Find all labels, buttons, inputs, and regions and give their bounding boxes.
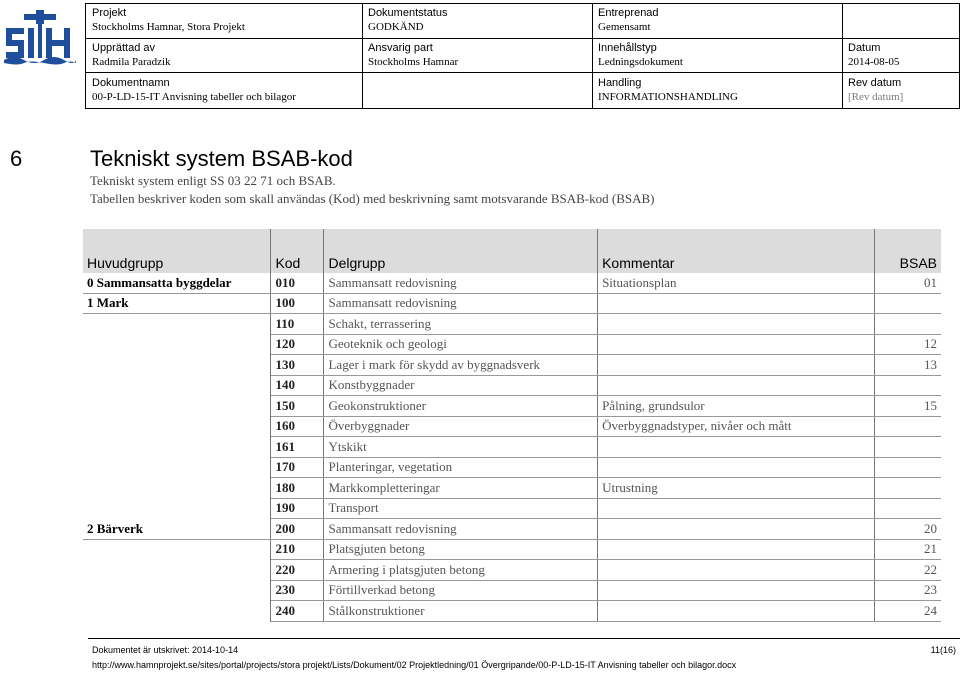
- bsab-cell: [875, 375, 941, 396]
- table-row: [83, 539, 941, 560]
- huvudgrupp-cell: [83, 416, 271, 437]
- innehall-label: Innehållstyp: [598, 42, 657, 54]
- delgrupp-cell: Ytskikt: [324, 437, 598, 458]
- huvudgrupp-cell: 0 Sammansatta byggdelar: [83, 273, 271, 293]
- delgrupp-cell: Geoteknik och geologi: [324, 334, 598, 355]
- delgrupp-cell: Överbyggnader: [324, 416, 598, 437]
- section-number: 6: [10, 146, 23, 171]
- table-row: [83, 416, 941, 437]
- col-kommentar: Kommentar: [598, 229, 875, 273]
- bsab-cell: [875, 293, 941, 314]
- stockholms-hamnar-logo: [0, 10, 80, 70]
- huvudgrupp-cell: [83, 560, 271, 581]
- projekt-value: Stockholms Hamnar, Stora Projekt: [92, 21, 245, 33]
- entreprenad-label: Entreprenad: [598, 7, 659, 19]
- delgrupp-cell: Geokonstruktioner: [324, 396, 598, 417]
- kod-cell: 100: [271, 293, 324, 314]
- huvudgrupp-cell: 1 Mark: [83, 293, 271, 314]
- document-url: http://www.hamnprojekt.se/sites/portal/projects/stora projekt/Lists/Dokument/02 Projektledning/01 Övergripande/00-P-LD-15-IT Anvisning tabeller och bilagor.docx: [92, 660, 737, 670]
- header-upprattad: [92, 41, 171, 69]
- table-row: [83, 293, 941, 314]
- kommentar-cell: [598, 334, 875, 355]
- kod-cell: 200: [271, 519, 324, 540]
- kommentar-cell: [598, 498, 875, 519]
- table-row: [83, 375, 941, 396]
- table-row: [83, 580, 941, 601]
- ansvarig-label: Ansvarig part: [368, 42, 433, 54]
- bsab-cell: 24: [875, 601, 941, 622]
- table-row: [83, 355, 941, 376]
- entreprenad-value: Gemensamt: [598, 21, 651, 33]
- table-header-row: [83, 229, 941, 273]
- bsab-cell: 20: [875, 519, 941, 540]
- table-row: [83, 334, 941, 355]
- page-number: 11(16): [930, 645, 956, 655]
- kommentar-cell: [598, 580, 875, 601]
- kommentar-cell: [598, 293, 875, 314]
- header-projekt: [92, 6, 245, 34]
- kommentar-cell: [598, 560, 875, 581]
- kod-cell: 230: [271, 580, 324, 601]
- kod-cell: 180: [271, 478, 324, 499]
- bsab-cell: [875, 314, 941, 335]
- delgrupp-cell: Markkompletteringar: [324, 478, 598, 499]
- header-vline: [85, 3, 86, 109]
- kod-cell: 150: [271, 396, 324, 417]
- kommentar-cell: Pålning, grundsulor: [598, 396, 875, 417]
- bsab-cell: [875, 478, 941, 499]
- delgrupp-cell: Platsgjuten betong: [324, 539, 598, 560]
- kod-cell: 210: [271, 539, 324, 560]
- bsab-cell: 01: [875, 273, 941, 293]
- huvudgrupp-cell: [83, 355, 271, 376]
- table-row: [83, 560, 941, 581]
- bsab-cell: [875, 437, 941, 458]
- huvudgrupp-cell: [83, 498, 271, 519]
- header-innehall: [598, 41, 683, 69]
- huvudgrupp-cell: [83, 539, 271, 560]
- dokumentnamn-value: 00-P-LD-15-IT Anvisning tabeller och bilagor: [92, 91, 296, 103]
- kommentar-cell: [598, 519, 875, 540]
- delgrupp-cell: Konstbyggnader: [324, 375, 598, 396]
- header-vline: [592, 3, 593, 109]
- table-row: [83, 601, 941, 622]
- projekt-label: Projekt: [92, 7, 127, 19]
- huvudgrupp-cell: [83, 396, 271, 417]
- handling-label: Handling: [598, 77, 642, 89]
- upprattad-label: Upprättad av: [92, 42, 155, 54]
- kod-cell: 010: [271, 273, 324, 293]
- bsab-cell: [875, 416, 941, 437]
- dokumentstatus-value: GODKÄND: [368, 21, 424, 33]
- kommentar-cell: [598, 539, 875, 560]
- kommentar-cell: [598, 457, 875, 478]
- header-handling: [598, 76, 738, 104]
- datum-value: 2014-08-05: [848, 56, 900, 68]
- delgrupp-cell: Sammansatt redovisning: [324, 273, 598, 293]
- header-border-top: [85, 3, 960, 4]
- bsab-cell: 12: [875, 334, 941, 355]
- bsab-cell: 13: [875, 355, 941, 376]
- kod-cell: 240: [271, 601, 324, 622]
- table-row: [83, 437, 941, 458]
- kommentar-cell: [598, 375, 875, 396]
- print-date: Dokumentet är utskrivet: 2014-10-14: [92, 645, 239, 655]
- revdatum-value: [Rev datum]: [848, 91, 904, 103]
- huvudgrupp-cell: [83, 375, 271, 396]
- dokumentnamn-label: Dokumentnamn: [92, 77, 170, 89]
- kod-cell: 140: [271, 375, 324, 396]
- header-vline: [362, 3, 363, 109]
- header-divider: [85, 72, 960, 73]
- col-delgrupp: Delgrupp: [324, 229, 598, 273]
- huvudgrupp-cell: [83, 580, 271, 601]
- delgrupp-cell: Lager i mark för skydd av byggnadsverk: [324, 355, 598, 376]
- table-row: [83, 478, 941, 499]
- header-dokumentnamn: [92, 76, 296, 104]
- delgrupp-cell: Transport: [324, 498, 598, 519]
- col-bsab: BSAB: [875, 229, 941, 273]
- header-datum: [848, 41, 899, 69]
- upprattad-value: Radmila Paradzik: [92, 56, 171, 68]
- kod-cell: 120: [271, 334, 324, 355]
- datum-label: Datum: [848, 42, 881, 54]
- kommentar-cell: [598, 437, 875, 458]
- bsab-table: [83, 229, 941, 622]
- section-title: Tekniskt system BSAB-kod: [90, 146, 353, 171]
- bsab-cell: 21: [875, 539, 941, 560]
- kommentar-cell: [598, 601, 875, 622]
- section-intro-line2: Tabellen beskriver koden som skall användas (Kod) med beskrivning samt motsvarande BSAB-kod (BSAB): [90, 191, 655, 206]
- revdatum-label: Rev datum: [848, 77, 902, 89]
- innehall-value: Ledningsdokument: [598, 56, 683, 68]
- header-divider: [85, 38, 960, 39]
- table-row: [83, 498, 941, 519]
- header-ansvarig: [368, 41, 458, 69]
- huvudgrupp-cell: [83, 478, 271, 499]
- huvudgrupp-cell: [83, 334, 271, 355]
- delgrupp-cell: Schakt, terrassering: [324, 314, 598, 335]
- huvudgrupp-cell: [83, 437, 271, 458]
- kod-cell: 130: [271, 355, 324, 376]
- kommentar-cell: Utrustning: [598, 478, 875, 499]
- delgrupp-cell: Sammansatt redovisning: [324, 293, 598, 314]
- table-row: [83, 519, 941, 540]
- footer-divider: [88, 638, 960, 639]
- header-revdatum: [848, 76, 903, 104]
- huvudgrupp-cell: [83, 601, 271, 622]
- table-row: [83, 273, 941, 293]
- section-intro-line1: Tekniskt system enligt SS 03 22 71 och BSAB.: [90, 173, 336, 188]
- kommentar-cell: [598, 314, 875, 335]
- header-entreprenad: [598, 6, 659, 34]
- delgrupp-cell: Sammansatt redovisning: [324, 519, 598, 540]
- kommentar-cell: Överbyggnadstyper, nivåer och mått: [598, 416, 875, 437]
- table-row: [83, 457, 941, 478]
- kod-cell: 190: [271, 498, 324, 519]
- kod-cell: 161: [271, 437, 324, 458]
- kod-cell: 110: [271, 314, 324, 335]
- kod-cell: 220: [271, 560, 324, 581]
- dokumentstatus-label: Dokumentstatus: [368, 7, 448, 19]
- ansvarig-value: Stockholms Hamnar: [368, 56, 459, 68]
- huvudgrupp-cell: [83, 457, 271, 478]
- col-huvudgrupp: Huvudgrupp: [83, 229, 271, 273]
- table-row: [83, 396, 941, 417]
- handling-value: INFORMATIONSHANDLING: [598, 91, 738, 103]
- delgrupp-cell: Förtillverkad betong: [324, 580, 598, 601]
- kommentar-cell: [598, 355, 875, 376]
- huvudgrupp-cell: 2 Bärverk: [83, 519, 271, 540]
- header-dokumentstatus: [368, 6, 447, 34]
- delgrupp-cell: Stålkonstruktioner: [324, 601, 598, 622]
- table-row: [83, 314, 941, 335]
- bsab-cell: [875, 498, 941, 519]
- bsab-cell: [875, 457, 941, 478]
- kod-cell: 170: [271, 457, 324, 478]
- kommentar-cell: Situationsplan: [598, 273, 875, 293]
- bsab-cell: 23: [875, 580, 941, 601]
- header-border-bottom: [85, 108, 960, 109]
- header-vline: [842, 3, 843, 109]
- bsab-cell: 22: [875, 560, 941, 581]
- kod-cell: 160: [271, 416, 324, 437]
- delgrupp-cell: Armering i platsgjuten betong: [324, 560, 598, 581]
- delgrupp-cell: Planteringar, vegetation: [324, 457, 598, 478]
- bsab-cell: 15: [875, 396, 941, 417]
- huvudgrupp-cell: [83, 314, 271, 335]
- col-kod: Kod: [271, 229, 324, 273]
